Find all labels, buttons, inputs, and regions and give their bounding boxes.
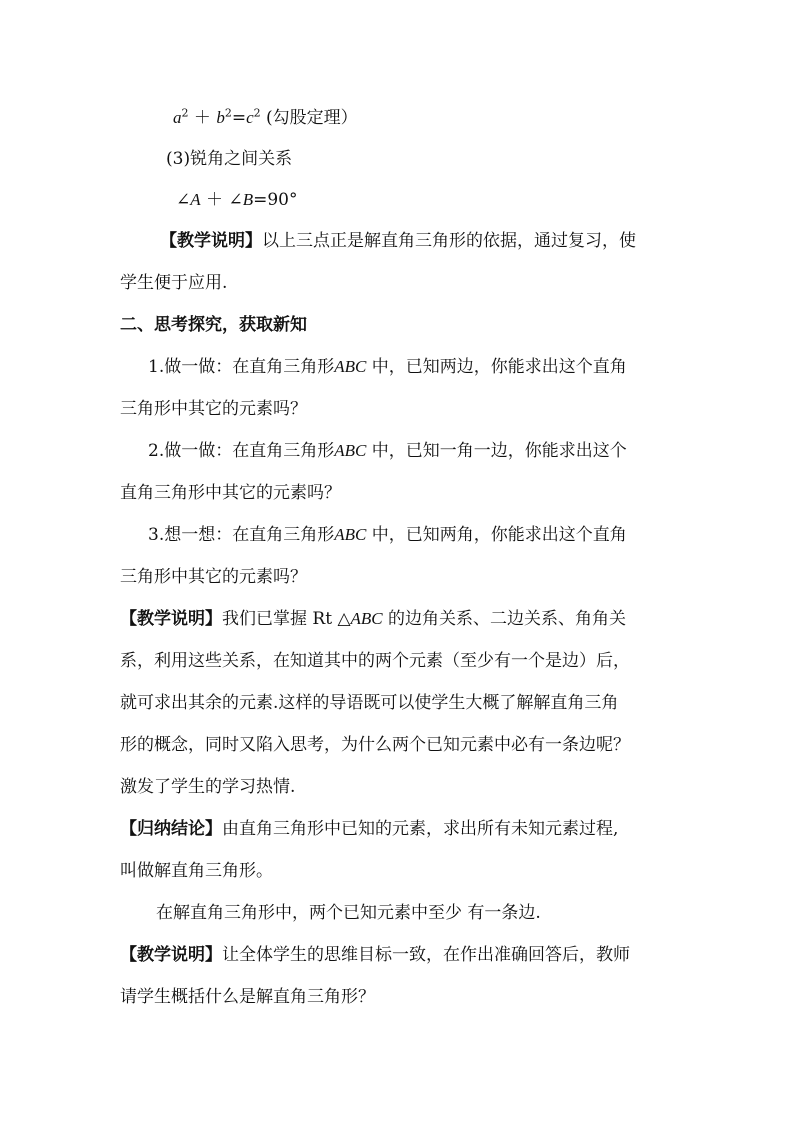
angle-formula [176,188,297,212]
question-1-line1 [148,355,627,379]
q3-prefix: 3.想一想：在直角三角形 [148,525,335,545]
var-a: a [173,108,182,127]
angle-value: =90° [253,190,298,210]
teaching-note-2-line4: 形的概念，同时又陷入思考，为什么两个已知元素中必有一条边呢？ [120,735,630,755]
equals-sign: = [231,108,247,128]
exp-b: 2 [224,106,232,120]
question-3-line2: 三角形中其它的元素吗？ [120,567,307,587]
pythagorean-formula [173,106,358,130]
angle-symbol-b: ∠ [228,190,243,210]
teaching-note-tag: 【教学说明】 [120,609,222,629]
note2-prefix: 我们已掌握 Rt △ [222,609,351,629]
q3-triangle: ABC [334,525,367,544]
conclusion-text: 由直角三角形中已知的元素，求出所有未知元素过程, [222,819,619,839]
exp-c: 2 [253,106,261,120]
teaching-note-tag: 【教学说明】 [120,945,222,965]
teaching-note-2-line1 [120,607,626,631]
question-1-line2: 三角形中其它的元素吗？ [120,399,307,419]
teaching-note-1-line2: 学生便于应用. [120,273,228,293]
conclusion-line1 [120,817,618,841]
teaching-note-2-line2: 系，利用这些关系，在知道其中的两个元素（至少有一个是边）后， [120,651,630,671]
question-2-line1 [148,439,627,463]
var-c: c [246,108,254,127]
teaching-note-1-line1 [160,229,636,253]
q2-suffix: 中，已知一角一边，你能求出这个 [371,441,627,461]
teaching-note-text: 以上三点正是解直角三角形的依据，通过复习，使 [262,231,636,251]
note2-triangle: ABC [350,609,383,628]
var-b: b [216,108,225,127]
teaching-note-tag: 【教学说明】 [160,231,262,251]
teaching-note-2-line3: 就可求出其余的元素.这样的导语既可以使学生大概了解解直角三角 [120,693,619,713]
angle-relation-heading: (3)锐角之间关系 [166,149,293,169]
teaching-note-2-line5: 激发了学生的学习热情. [120,777,296,797]
var-B: B [242,190,254,209]
section-heading-text: 二、思考探究，获取新知 [120,315,307,335]
q1-suffix: 中，已知两边，你能求出这个直角 [371,357,627,377]
question-3-line1 [148,523,627,547]
note3-text: 让全体学生的思维目标一致，在作出准确回答后，教师 [222,945,630,965]
var-A: A [190,190,201,209]
conclusion-line3: 在解直角三角形中，两个已知元素中至少 有一条边. [156,903,541,923]
section-heading [120,313,307,337]
angle-plus: ＋ [206,190,229,210]
conclusion-line2: 叫做解直角三角形。 [120,861,273,881]
q2-triangle: ABC [334,441,367,460]
q1-prefix: 1.做一做：在直角三角形 [148,357,335,377]
question-2-line2: 直角三角形中其它的元素吗？ [120,483,341,503]
angle-symbol-a: ∠ [176,190,191,210]
plus-sign: ＋ [193,108,211,128]
exp-a: 2 [181,106,189,120]
q1-triangle: ABC [334,357,367,376]
conclusion-tag: 【归纳结论】 [120,819,222,839]
q3-suffix: 中，已知两角，你能求出这个直角 [371,525,627,545]
q2-prefix: 2.做一做：在直角三角形 [148,441,335,461]
teaching-note-3-line1 [120,943,630,967]
teaching-note-3-line2: 请学生概括什么是解直角三角形？ [120,987,375,1007]
formula-note: (勾股定理） [266,108,358,128]
note2-suffix: 的边角关系、二边关系、角角关 [388,609,627,629]
